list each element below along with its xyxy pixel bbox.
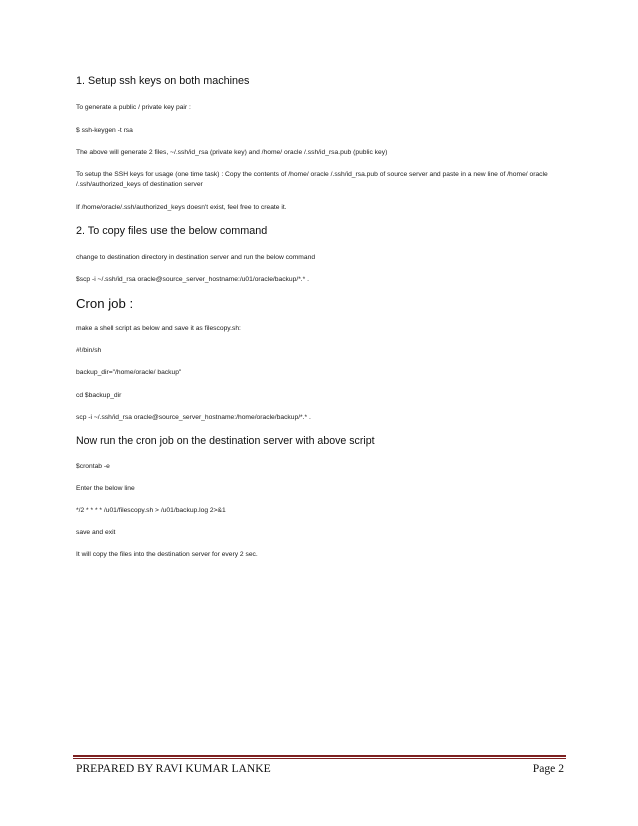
code-line: */2 * * * * /u01/filescopy.sh > /u01/backup.log 2>&1 (76, 507, 226, 514)
paragraph: It will copy the files into the destination server for every 2 sec. (76, 551, 258, 558)
paragraph: $ ssh-keygen -t rsa (76, 127, 133, 134)
section-3-heading: Cron job : (76, 296, 134, 311)
paragraph: If /home/oracle/.ssh/authorized_keys doesn't exist, feel free to create it. (76, 204, 287, 211)
footer-divider (73, 755, 566, 757)
code-line: backup_dir="/home/oracle/ backup" (76, 369, 182, 376)
paragraph: To setup the SSH keys for usage (one time task) : Copy the contents of /home/ oracle /.ssh/id_rsa.pub of source server and paste in a new line of /home/ oracle /.ssh/authorized_keys of destination server (76, 171, 548, 189)
paragraph: The above will generate 2 files, ~/.ssh/id_rsa (private key) and /home/ oracle /.ssh/id_rsa.pub (public key) (76, 149, 388, 156)
paragraph: $scp -i ~/.ssh/id_rsa oracle@source_server_hostname:/u01/oracle/backup/*.* . (76, 276, 309, 283)
paragraph: To generate a public / private key pair : (76, 104, 191, 111)
footer-divider-thin (73, 758, 566, 759)
section-4-heading: Now run the cron job on the destination server with above script (76, 435, 375, 447)
footer-author: PREPARED BY RAVI KUMAR LANKE (76, 762, 271, 775)
paragraph: Enter the below line (76, 485, 135, 492)
code-line: #!/bin/sh (76, 347, 102, 354)
paragraph: make a shell script as below and save it as filescopy.sh: (76, 325, 241, 332)
section-1-heading: 1. Setup ssh keys on both machines (76, 75, 250, 87)
paragraph: $crontab -e (76, 463, 110, 470)
code-line: cd $backup_dir (76, 392, 122, 399)
code-line: scp -i ~/.ssh/id_rsa oracle@source_server_hostname:/home/oracle/backup/*.* . (76, 414, 311, 421)
paragraph: save and exit (76, 529, 116, 536)
paragraph: change to destination directory in destination server and run the below command (76, 254, 316, 261)
section-2-heading: 2. To copy files use the below command (76, 225, 268, 237)
footer-page-number: Page 2 (532, 762, 564, 775)
